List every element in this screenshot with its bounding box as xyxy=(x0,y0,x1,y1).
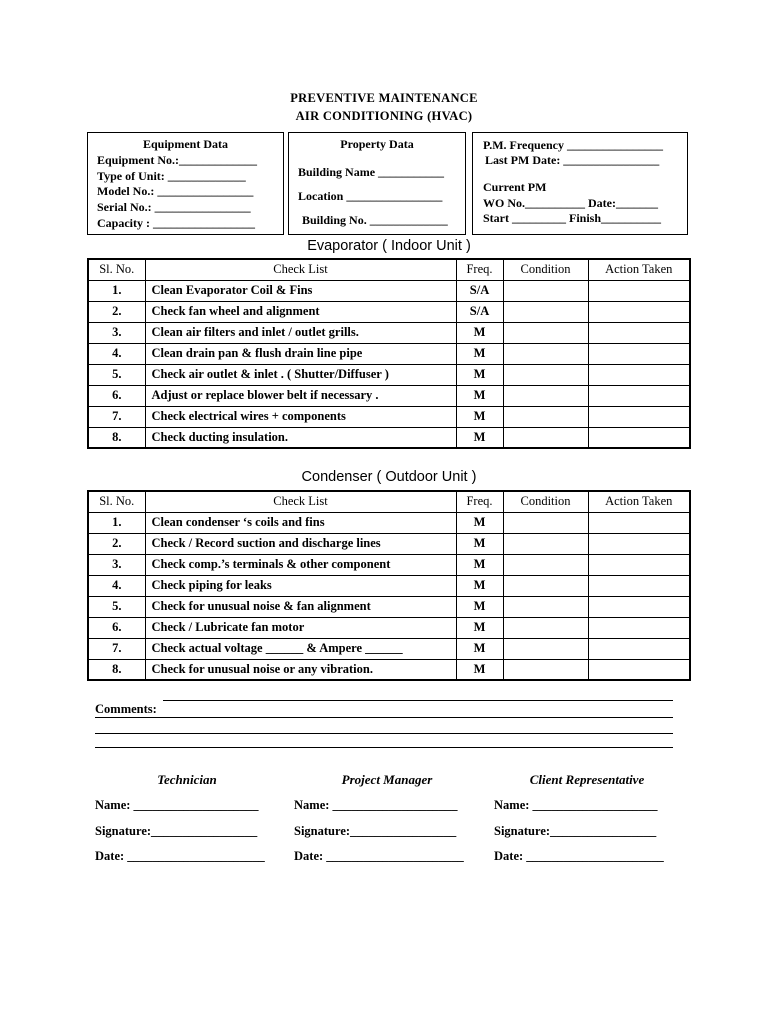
client-rep-name-field[interactable]: Name: ____________________ xyxy=(494,798,658,812)
condition-cell[interactable] xyxy=(503,659,588,680)
comments-label: Comments: xyxy=(95,702,157,716)
property-data-box xyxy=(288,132,466,235)
check-item-cell: Clean drain pan & flush drain line pipe xyxy=(145,343,456,364)
action-taken-cell[interactable] xyxy=(588,427,690,448)
technician-signature-field[interactable]: Signature:_________________ xyxy=(95,824,258,838)
sl-cell: 7. xyxy=(88,406,145,427)
condition-cell[interactable] xyxy=(503,322,588,343)
action-taken-cell[interactable] xyxy=(588,385,690,406)
freq-cell: S/A xyxy=(456,301,503,322)
col-check-list: Check List xyxy=(145,491,456,512)
check-item-cell: Check actual voltage ______ & Ampere ______ xyxy=(145,638,456,659)
table-row xyxy=(88,596,690,617)
condition-cell[interactable] xyxy=(503,301,588,322)
col-condition: Condition xyxy=(503,259,588,280)
table-header-row xyxy=(88,259,690,280)
sl-cell: 4. xyxy=(88,575,145,596)
type-of-unit-field[interactable]: Type of Unit: _____________ xyxy=(97,169,246,183)
table-row xyxy=(88,364,690,385)
client-representative-heading: Client Representative xyxy=(529,772,645,787)
freq-cell: M xyxy=(456,617,503,638)
freq-cell: M xyxy=(456,533,503,554)
condition-cell[interactable] xyxy=(503,617,588,638)
project-manager-heading: Project Manager xyxy=(341,772,433,787)
location-field[interactable]: Location ________________ xyxy=(298,189,443,203)
sl-cell: 8. xyxy=(88,427,145,448)
technician-name-field[interactable]: Name: ____________________ xyxy=(95,798,259,812)
action-taken-cell[interactable] xyxy=(588,301,690,322)
action-taken-cell[interactable] xyxy=(588,638,690,659)
condition-cell[interactable] xyxy=(503,280,588,301)
action-taken-cell[interactable] xyxy=(588,575,690,596)
table-row xyxy=(88,406,690,427)
freq-cell: M xyxy=(456,427,503,448)
equipment-no-field[interactable]: Equipment No.:_____________ xyxy=(97,153,258,167)
check-item-cell: Check fan wheel and alignment xyxy=(145,301,456,322)
sl-cell: 3. xyxy=(88,322,145,343)
check-item-cell: Check for unusual noise & fan alignment xyxy=(145,596,456,617)
sl-cell: 1. xyxy=(88,512,145,533)
sl-cell: 4. xyxy=(88,343,145,364)
check-item-cell: Check for unusual noise or any vibration. xyxy=(145,659,456,680)
evaporator-checklist-table xyxy=(87,258,691,449)
table-row xyxy=(88,343,690,364)
col-check-list: Check List xyxy=(145,259,456,280)
action-taken-cell[interactable] xyxy=(588,406,690,427)
check-item-cell: Clean condenser ‘s coils and fins xyxy=(145,512,456,533)
table-row xyxy=(88,554,690,575)
sl-cell: 5. xyxy=(88,364,145,385)
condition-cell[interactable] xyxy=(503,385,588,406)
check-item-cell: Check comp.’s terminals & other component xyxy=(145,554,456,575)
sl-cell: 6. xyxy=(88,617,145,638)
page-title: PREVENTIVE MAINTENANCE xyxy=(290,91,478,105)
current-pm-label: Current PM xyxy=(483,180,547,194)
technician-date-field[interactable]: Date: ______________________ xyxy=(95,849,265,863)
property-data-heading: Property Data xyxy=(340,137,414,151)
project-manager-signature-field[interactable]: Signature:_________________ xyxy=(294,824,457,838)
action-taken-cell[interactable] xyxy=(588,596,690,617)
sl-cell: 7. xyxy=(88,638,145,659)
check-item-cell: Check electrical wires + components xyxy=(145,406,456,427)
model-no-field[interactable]: Model No.: ________________ xyxy=(97,184,254,198)
action-taken-cell[interactable] xyxy=(588,554,690,575)
check-item-cell: Clean air filters and inlet / outlet grills. xyxy=(145,322,456,343)
sl-cell: 2. xyxy=(88,533,145,554)
condenser-checklist-table xyxy=(87,490,691,681)
check-item-cell: Clean Evaporator Coil & Fins xyxy=(145,280,456,301)
table-row xyxy=(88,427,690,448)
check-item-cell: Check piping for leaks xyxy=(145,575,456,596)
freq-cell: M xyxy=(456,659,503,680)
condition-cell[interactable] xyxy=(503,533,588,554)
project-manager-date-field[interactable]: Date: ______________________ xyxy=(294,849,464,863)
comments-line-1[interactable] xyxy=(163,700,673,701)
freq-cell: S/A xyxy=(456,280,503,301)
check-item-cell: Check / Lubricate fan motor xyxy=(145,617,456,638)
equipment-data-box xyxy=(87,132,284,235)
comments-line-2[interactable] xyxy=(95,717,673,718)
check-item-cell: Adjust or replace blower belt if necessary . xyxy=(145,385,456,406)
action-taken-cell[interactable] xyxy=(588,280,690,301)
equipment-data-heading: Equipment Data xyxy=(142,137,228,151)
table-row xyxy=(88,659,690,680)
client-rep-date-field[interactable]: Date: ______________________ xyxy=(494,849,664,863)
action-taken-cell[interactable] xyxy=(588,322,690,343)
table-header-row xyxy=(88,491,690,512)
sl-cell: 1. xyxy=(88,280,145,301)
technician-heading: Technician xyxy=(157,772,217,787)
evaporator-section-title: Evaporator ( Indoor Unit ) xyxy=(307,238,471,254)
action-taken-cell[interactable] xyxy=(588,343,690,364)
freq-cell: M xyxy=(456,406,503,427)
comments-line-3[interactable] xyxy=(95,733,673,734)
table-row xyxy=(88,280,690,301)
col-sl-no: Sl. No. xyxy=(88,491,145,512)
freq-cell: M xyxy=(456,575,503,596)
freq-cell: M xyxy=(456,343,503,364)
col-condition: Condition xyxy=(503,491,588,512)
wo-no-date-field[interactable]: WO No.__________ Date:_______ xyxy=(483,196,658,210)
condition-cell[interactable] xyxy=(503,406,588,427)
page-subtitle: AIR CONDITIONING (HVAC) xyxy=(295,109,473,123)
condition-cell[interactable] xyxy=(503,364,588,385)
freq-cell: M xyxy=(456,638,503,659)
building-name-field[interactable]: Building Name ___________ xyxy=(298,165,445,179)
freq-cell: M xyxy=(456,554,503,575)
start-finish-field[interactable]: Start _________ Finish__________ xyxy=(483,211,662,225)
freq-cell: M xyxy=(456,385,503,406)
col-freq: Freq. xyxy=(456,259,503,280)
freq-cell: M xyxy=(456,364,503,385)
table-row xyxy=(88,533,690,554)
condition-cell[interactable] xyxy=(503,638,588,659)
action-taken-cell[interactable] xyxy=(588,659,690,680)
capacity-field[interactable]: Capacity : _________________ xyxy=(97,216,255,230)
check-item-cell: Check ducting insulation. xyxy=(145,427,456,448)
pm-frequency-field[interactable]: P.M. Frequency ________________ xyxy=(483,138,663,152)
freq-cell: M xyxy=(456,596,503,617)
building-no-field[interactable]: Building No. _____________ xyxy=(302,213,448,227)
condition-cell[interactable] xyxy=(503,596,588,617)
condition-cell[interactable] xyxy=(503,512,588,533)
table-row xyxy=(88,575,690,596)
action-taken-cell[interactable] xyxy=(588,617,690,638)
sl-cell: 8. xyxy=(88,659,145,680)
table-row xyxy=(88,617,690,638)
col-sl-no: Sl. No. xyxy=(88,259,145,280)
client-rep-signature-field[interactable]: Signature:_________________ xyxy=(494,824,657,838)
check-item-cell: Check / Record suction and discharge lines xyxy=(145,533,456,554)
comments-line-4[interactable] xyxy=(95,747,673,748)
sl-cell: 5. xyxy=(88,596,145,617)
freq-cell: M xyxy=(456,322,503,343)
action-taken-cell[interactable] xyxy=(588,364,690,385)
table-row xyxy=(88,512,690,533)
col-action-taken: Action Taken xyxy=(588,259,690,280)
condition-cell[interactable] xyxy=(503,343,588,364)
check-item-cell: Check air outlet & inlet . ( Shutter/Diffuser ) xyxy=(145,364,456,385)
serial-no-field[interactable]: Serial No.: ________________ xyxy=(97,200,251,214)
action-taken-cell[interactable] xyxy=(588,533,690,554)
pm-data-box xyxy=(472,132,688,235)
table-row xyxy=(88,322,690,343)
table-row xyxy=(88,638,690,659)
condition-cell[interactable] xyxy=(503,427,588,448)
condenser-section-title: Condenser ( Outdoor Unit ) xyxy=(301,469,477,485)
sl-cell: 6. xyxy=(88,385,145,406)
sl-cell: 3. xyxy=(88,554,145,575)
action-taken-cell[interactable] xyxy=(588,512,690,533)
condition-cell[interactable] xyxy=(503,554,588,575)
project-manager-name-field[interactable]: Name: ____________________ xyxy=(294,798,458,812)
freq-cell: M xyxy=(456,512,503,533)
last-pm-date-field[interactable]: Last PM Date: ________________ xyxy=(485,153,660,167)
table-row xyxy=(88,301,690,322)
col-action-taken: Action Taken xyxy=(588,491,690,512)
sl-cell: 2. xyxy=(88,301,145,322)
table-row xyxy=(88,385,690,406)
condition-cell[interactable] xyxy=(503,575,588,596)
col-freq: Freq. xyxy=(456,491,503,512)
